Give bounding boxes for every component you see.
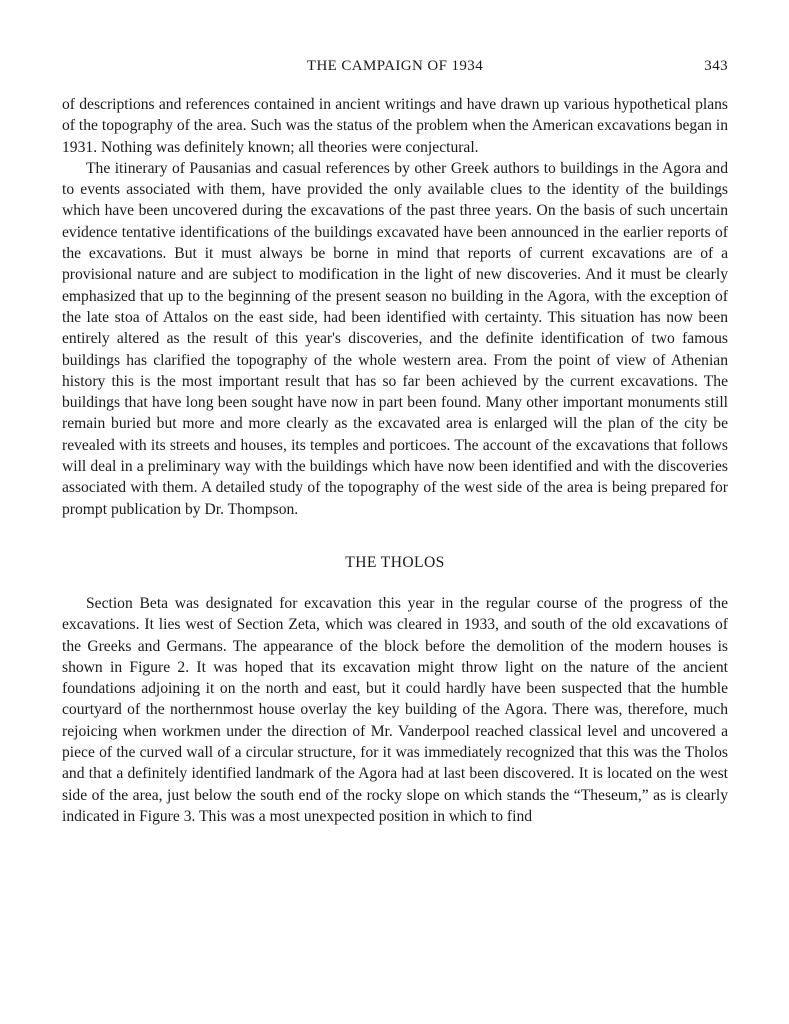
paragraph-section-beta: Section Beta was designated for excavation this year in the regular course of the progress of the excavations. It lies west of Section Zeta, which was cleared in 1933, and south of the old excavations of the Greeks and Germans. The appearance of the block before the demolition of the modern houses is shown in Figure 2. It was hoped that its excavation might throw light on the nature of the ancient foundations adjoining it on the north and east, but it could hardly have been suspected that the humble courtyard of the northernmost house overlay the key building of the Agora. There was, therefore, much rejoicing when workmen under the direction of Mr. Vanderpool reached classical level and uncovered a piece of the curved wall of a circular structure, for it was immediately recognized that this was the Tholos and that a definitely identified landmark of the Agora had at last been discovered. It is located on the west side of the area, just below the south end of the rocky slope on which stands the “Theseum,” as is clearly indicated in Figure 3. This was a most unexpected position in which to find [62,594,728,825]
page-number: 343 [704,58,728,74]
section-heading-tholos: THE THOLOS [345,553,445,571]
paragraph-continuation: of descriptions and references contained in ancient writings and have drawn up various hypothetical plans of the topography of the area. Such was the status of the problem when the American excavations began in 1931. Nothing was definitely known; all theories were conjectural. [62,96,728,156]
body-text [62,94,728,827]
running-title: THE CAMPAIGN OF 1934 [306,58,484,74]
paragraph-pausanias: The itinerary of Pausanias and casual references by other Greek authors to buildings in the Agora and to events associated with them, have provided the only available clues to the identity of the buildings which have been uncovered during the excavations of the past three years. On the basis of such uncertain evidence tentative identifications of the buildings excavated have been announced in the earlier reports of the excavations. But it must always be borne in mind that reports of current excavations are of a provisional nature and are subject to modification in the light of new discoveries. And it must be clearly emphasized that up to the beginning of the present season no building in the Agora, with the exception of the late stoa of Attalos on the east side, had been identified with certainty. This situation has now been entirely altered as the result of this year's discoveries, and the definite identification of two famous buildings has clarified the topography of the whole western area. From the point of view of Athenian history this is the most important result that has so far been achieved by the current excavations. The buildings that have long been sought have now in part been found. Many other important monuments still remain buried but more and more clearly as the excavated area is enlarged will the plan of the city be revealed with its streets and houses, its temples and porticoes. The account of the excavations that follows will deal in a preliminary way with the buildings which have now been identified and with the discoveries associated with them. A detailed study of the topography of the west side of the area is being prepared for prompt publication by Dr. Thompson. [62,159,728,518]
running-head [62,56,728,80]
page [62,56,728,827]
